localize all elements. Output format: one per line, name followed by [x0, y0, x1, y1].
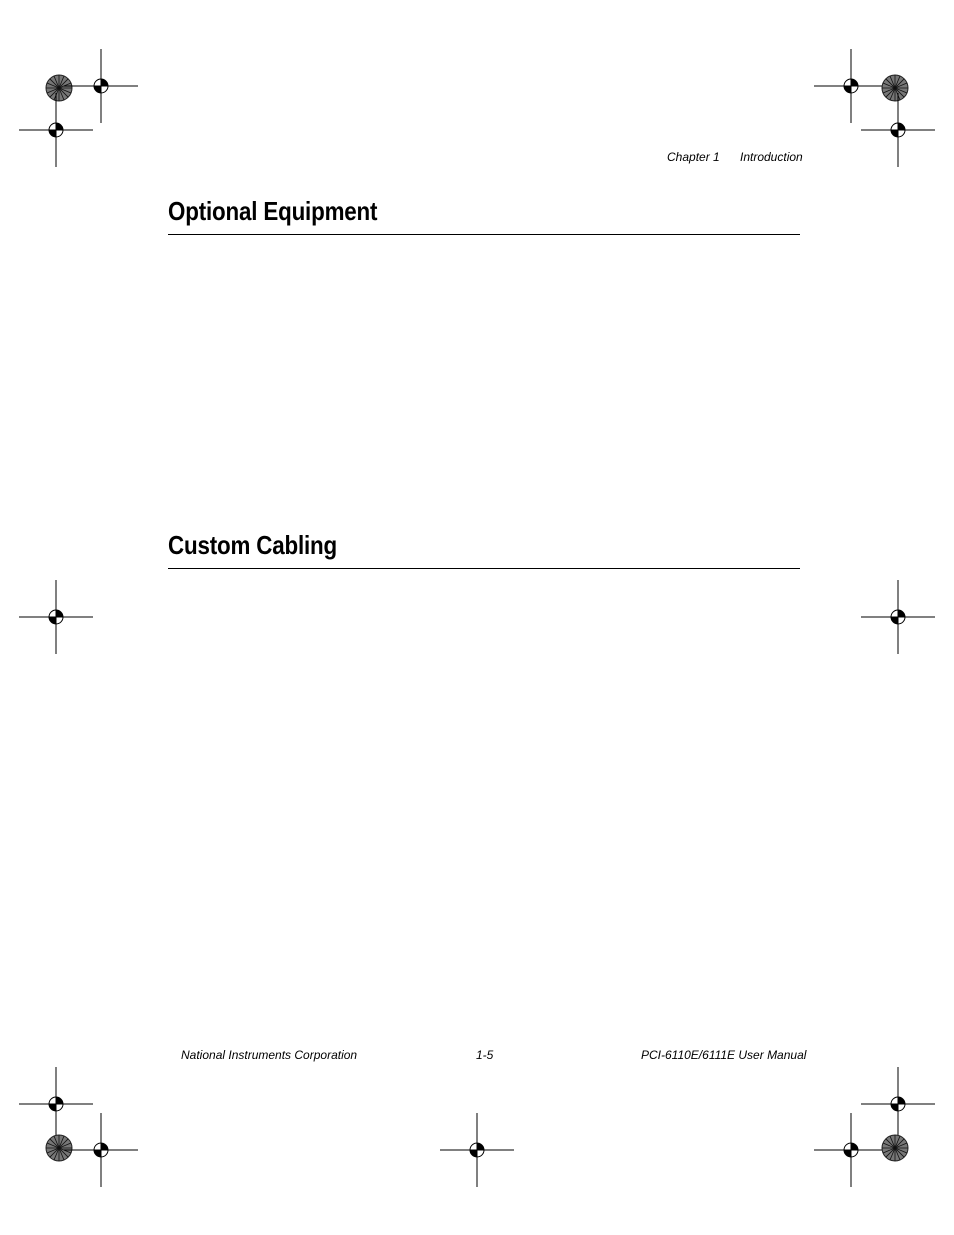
footer-publisher: National Instruments Corporation [181, 1048, 358, 1062]
section-rule [168, 568, 800, 569]
header-section: Introduction [740, 150, 803, 164]
footer-page-number: 1-5 [476, 1048, 494, 1062]
crosshair-registration-mark-icon [861, 93, 935, 167]
section-rule [168, 234, 800, 235]
crosshair-registration-mark-icon [19, 93, 93, 167]
header-chapter: Chapter 1 [667, 150, 720, 164]
section-title-custom-cabling: Custom Cabling [168, 530, 338, 560]
crosshair-registration-mark-icon [814, 49, 888, 123]
starburst-target-icon [46, 1135, 72, 1161]
crosshair-registration-mark-icon [814, 1113, 888, 1187]
crosshair-registration-mark-icon [861, 580, 935, 654]
crosshair-registration-mark-icon [19, 1067, 93, 1141]
section-title-optional-equipment: Optional Equipment [168, 196, 378, 226]
starburst-target-icon [882, 1135, 908, 1161]
crosshair-registration-mark-icon [440, 1113, 514, 1187]
footer-manual-title: PCI-6110E/6111E User Manual [641, 1048, 807, 1062]
crosshair-registration-mark-icon [861, 1067, 935, 1141]
starburst-target-icon [46, 75, 72, 101]
crosshair-registration-mark-icon [19, 580, 93, 654]
crosshair-registration-mark-icon [64, 1113, 138, 1187]
crosshair-registration-mark-icon [64, 49, 138, 123]
starburst-target-icon [882, 75, 908, 101]
